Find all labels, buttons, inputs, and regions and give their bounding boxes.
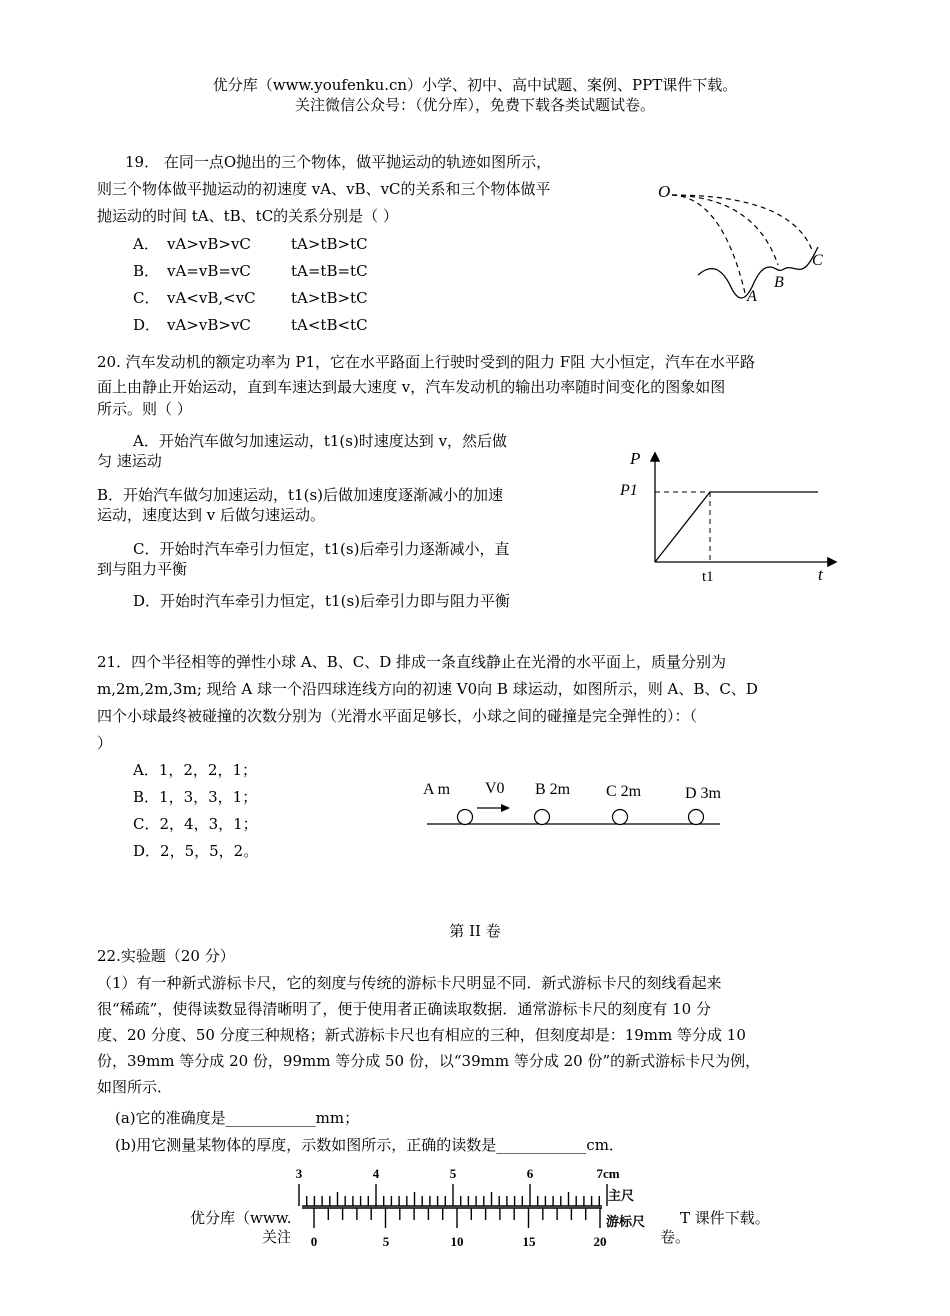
q19-option-c[interactable]: C． vA<vB,<vC tA>tB>tC — [133, 289, 368, 307]
ball-c-label: C 2m — [606, 783, 642, 800]
trajectory-c — [672, 195, 812, 250]
fig19-label-o: O — [658, 182, 671, 201]
q22-para-5: 如图所示． — [97, 1078, 173, 1096]
v0-arrowhead — [501, 804, 510, 812]
q20-option-b-line-1[interactable]: B．开始汽车做匀加速运动，t1(s)后做加速度逐渐减小的加速 — [97, 486, 503, 504]
fig19-label-b: B — [774, 274, 784, 291]
q22-title: 22.实验题（20 分） — [97, 947, 235, 965]
q22-part-b: (b)用它测量某物体的厚度，示数如图所示，正确的读数是____________cm． — [115, 1136, 624, 1154]
q20-option-b-line-2: 运动，速度达到 v 后做匀速运动。 — [97, 506, 326, 524]
q19-option-a[interactable]: A． vA>vB>vC tA>tB>tC — [133, 235, 368, 253]
q20-option-c-line-2: 到与阻力平衡 — [97, 560, 188, 578]
q19-option-b[interactable]: B． vA=vB=vC tA=tB=tC — [133, 262, 368, 280]
q21-stem-4: ） — [97, 734, 113, 752]
q21-stem-2: m,2m,2m,3m; 现给 A 球一个沿四球连线方向的初速 V0向 B 球运动，如图所示，则 A、B、C、D — [97, 680, 758, 698]
vernier-scale-name: 游标尺 — [606, 1214, 646, 1229]
q21-option-d[interactable]: D．2，5，5，2。 — [133, 842, 259, 860]
vernier-label-20: 20 — [593, 1234, 607, 1249]
header-line-1: 优分库（www.youfenku.cn）小学、初中、高中试题、案例、PPT课件下载。 — [212, 76, 738, 94]
q19-stem-2: 则三个物体做平抛运动的初速度 vA、vB、vC的关系和三个物体做平 — [97, 180, 551, 198]
ball-b-label: B 2m — [535, 781, 571, 798]
q20-stem-2: 面上由静止开始运动，直到车速达到最大速度 v，汽车发动机的输出功率随时间变化的图象如图 — [97, 378, 726, 396]
main-scale-ticks — [299, 1184, 607, 1206]
q20-option-a-line-1[interactable]: A．开始汽车做匀加速运动，t1(s)时速度达到 v，然后做 — [133, 432, 508, 450]
main-label-3: 3 — [295, 1166, 303, 1181]
fig19-label-c: C — [812, 252, 823, 269]
ball-b — [535, 810, 550, 825]
q19-option-d[interactable]: D． vA>vB>vC tA<tB<tC — [133, 316, 368, 334]
main-scale-name: 主尺 — [608, 1188, 635, 1203]
q20-stem-3: 所示。则（ ） — [97, 400, 192, 418]
q20-stem-1: 20. 汽车发动机的额定功率为 P1，它在水平路面上行驶时受到的阻力 F阻 大小恒定，汽车在水平路 — [97, 353, 755, 371]
q22-para-4: 份，39mm 等分成 20 份，99mm 等分成 50 份，以“39mm 等分成 20 份”的新式游标卡尺为例， — [97, 1052, 761, 1070]
ball-d-label: D 3m — [685, 785, 721, 802]
vernier-label-0: 0 — [310, 1234, 318, 1249]
q20-option-a-line-2: 匀 速运动 — [97, 452, 162, 470]
main-label-4: 4 — [372, 1166, 380, 1181]
q21-option-b[interactable]: B．1，3，3，1； — [133, 788, 258, 806]
q22-part-a: (a)它的准确度是____________mm； — [115, 1109, 360, 1127]
ball-a — [458, 810, 473, 825]
fig19-label-a: A — [747, 288, 757, 305]
q20-power-time-graph — [610, 440, 850, 590]
vernier-scale-ticks — [314, 1208, 600, 1228]
v0-label: V0 — [485, 780, 505, 797]
main-label-6: 6 — [526, 1166, 534, 1181]
ball-a-label: A m — [423, 781, 451, 798]
q20-option-d[interactable]: D．开始时汽车牵引力恒定，t1(s)后牵引力即与阻力平衡 — [133, 592, 511, 610]
main-label-5: 5 — [449, 1166, 457, 1181]
main-label-7cm: 7cm — [596, 1166, 620, 1181]
q21-stem-1: 21．四个半径相等的弹性小球 A、B、C、D 排成一条直线静止在光滑的水平面上，质量分别为 — [97, 653, 726, 671]
ball-d — [689, 810, 704, 825]
q19-stem-1: 19． 在同一点O抛出的三个物体，做平抛运动的轨迹如图所示， — [125, 153, 552, 171]
footer-line-1-left: 优分库（www. — [190, 1209, 292, 1227]
q19-options — [133, 233, 368, 336]
q19-stem-3: 抛运动的时间 tA、tB、tC的关系分别是（ ） — [97, 207, 398, 225]
ramp-line — [655, 492, 710, 562]
q21-option-a[interactable]: A．1，2，2，1； — [133, 761, 258, 779]
q21-stem-3: 四个小球最终被碰撞的次数分别为（光滑水平面足够长，小球之间的碰撞是完全弹性的）：（ — [97, 707, 698, 725]
ball-c — [613, 810, 628, 825]
p-axis-label: P — [630, 449, 641, 468]
q21-balls-figure — [415, 770, 735, 832]
vernier-label-15: 15 — [522, 1234, 536, 1249]
vernier-label-10: 10 — [450, 1234, 464, 1249]
vernier-caliper-figure — [290, 1162, 660, 1254]
t-axis-label: t — [818, 565, 823, 584]
p1-label: P1 — [620, 482, 638, 499]
footer-line-2-right: 卷。 — [660, 1228, 691, 1246]
footer-line-2-left: 关注 — [262, 1228, 293, 1246]
q22-para-1: （1）有一种新式游标卡尺，它的刻度与传统的游标卡尺明显不同．新式游标卡尺的刻线看起来 — [97, 974, 722, 992]
ground-curve — [698, 247, 818, 298]
vernier-label-5: 5 — [382, 1234, 390, 1249]
t1-label: t1 — [702, 569, 714, 585]
q22-para-3: 度、20 分度、50 分度三种规格；新式游标卡尺也有相应的三种，但刻度却是：19mm 等分成 10 — [97, 1026, 746, 1044]
q20-option-c-line-1[interactable]: C．开始时汽车牵引力恒定，t1(s)后牵引力逐渐减小，直 — [133, 540, 510, 558]
q22-para-2: 很“稀疏”，使得读数显得清晰明了，便于使用者正确读取数据．通常游标卡尺的刻度有 10 分 — [97, 1000, 711, 1018]
trajectory-b — [672, 195, 778, 265]
q21-option-c[interactable]: C．2，4，3，1； — [133, 815, 258, 833]
part2-title: 第 II 卷 — [449, 922, 501, 940]
footer-line-1-right: T 课件下载。 — [680, 1209, 770, 1227]
header-line-2: 关注微信公众号：（优分库），免费下载各类试题试卷。 — [294, 96, 655, 114]
q19-trajectory-figure — [650, 175, 840, 310]
